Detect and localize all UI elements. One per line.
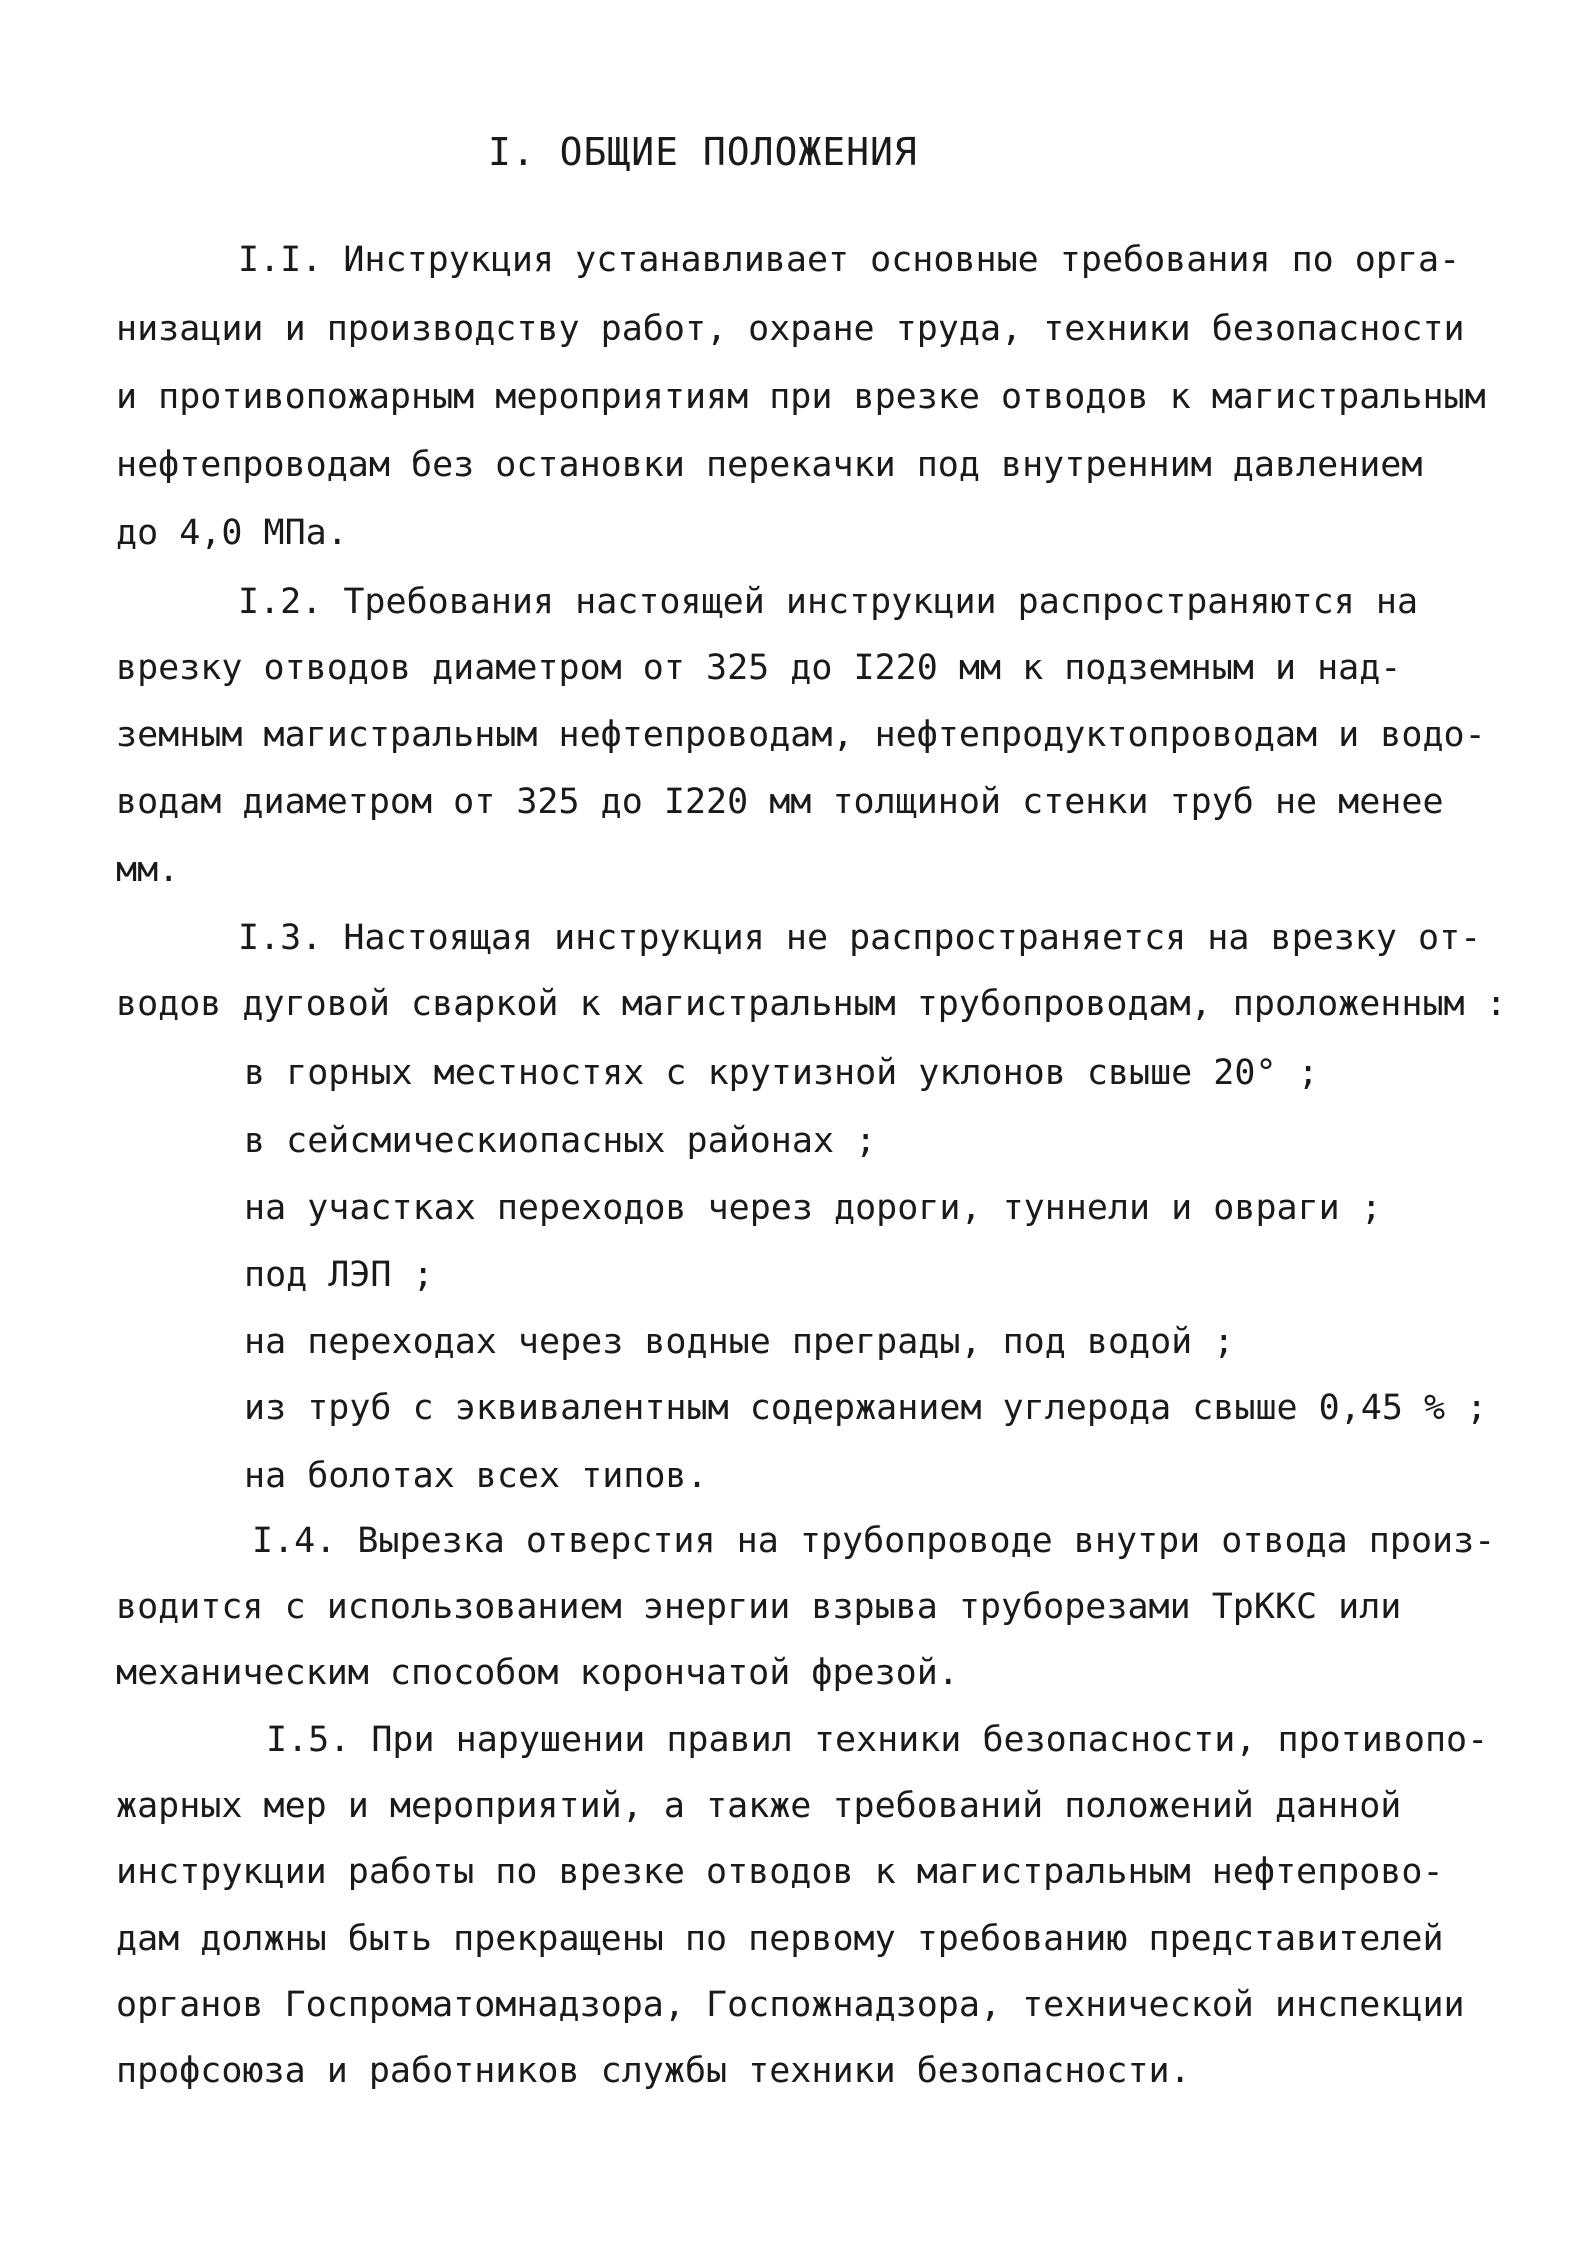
paragraph-1-2-line-2: врезку отводов диаметром от 325 до I220 мм к подземным и над-	[116, 648, 1402, 688]
section-heading: I. ОБЩИЕ ПОЛОЖЕНИЯ	[488, 130, 918, 174]
paragraph-1-2-line-5: мм.	[116, 850, 180, 890]
paragraph-1-4-line-3: механическим способом корончатой фрезой.	[116, 1653, 959, 1693]
paragraph-1-3-line-2: водов дуговой сваркой к магистральным трубопроводам, проложенным :	[116, 984, 1507, 1024]
list-item-4: под ЛЭП ;	[244, 1255, 434, 1295]
list-item-6: из труб с эквивалентным содержанием углерода свыше 0,45 % ;	[244, 1388, 1488, 1428]
paragraph-1-4-line-1: I.4. Вырезка отверстия на трубопроводе внутри отвода произ-	[252, 1521, 1496, 1561]
paragraph-1-2-line-3: земным магистральным нефтепроводам, нефтепродуктопроводам и водо-	[116, 715, 1486, 755]
paragraph-1-5-line-5: органов Госпроматомнадзора, Госпожнадзора, технической инспекции	[116, 1985, 1465, 2025]
paragraph-1-3-line-1: I.3. Настоящая инструкция не распространяется на врезку от-	[238, 918, 1482, 958]
paragraph-1-5-line-4: дам должны быть прекращены по первому требованию представителей	[116, 1919, 1444, 1959]
paragraph-1-2-line-1: I.2. Требования настоящей инструкции распространяются на	[238, 582, 1419, 622]
list-item-3: на участках переходов через дороги, туннели и овраги ;	[244, 1188, 1382, 1228]
paragraph-1-1-line-1: I.I. Инструкция устанавливает основные требования по орга-	[238, 240, 1461, 280]
paragraph-1-5-line-3: инструкции работы по врезке отводов к магистральным нефтепрово-	[116, 1852, 1444, 1892]
paragraph-1-5-line-2: жарных мер и мероприятий, а также требований положений данной	[116, 1786, 1402, 1826]
paragraph-1-2-line-4: водам диаметром от 325 до I220 мм толщиной стенки труб не менее	[116, 782, 1444, 822]
list-item-5: на переходах через водные преграды, под водой ;	[244, 1322, 1235, 1362]
list-item-2: в сейсмическиопасных районах ;	[244, 1121, 877, 1161]
list-item-1: в горных местностях с крутизной уклонов свыше 20° ;	[244, 1053, 1319, 1093]
paragraph-1-1-line-3: и противопожарным мероприятиям при врезке отводов к магистральным	[116, 377, 1486, 417]
paragraph-1-1-line-2: низации и производству работ, охране труда, техники безопасности	[116, 309, 1465, 349]
paragraph-1-5-line-6: профсоюза и работников службы техники безопасности.	[116, 2051, 1191, 2091]
list-item-7: на болотах всех типов.	[244, 1456, 708, 1496]
paragraph-1-4-line-2: водится с использованием энергии взрыва труборезами ТрККС или	[116, 1587, 1402, 1627]
paragraph-1-5-line-1: I.5. При нарушении правил техники безопасности, противопо-	[266, 1720, 1489, 1760]
paragraph-1-1-line-5: до 4,0 МПа.	[116, 513, 348, 553]
paragraph-1-1-line-4: нефтепроводам без остановки перекачки под внутренним давлением	[116, 445, 1423, 485]
